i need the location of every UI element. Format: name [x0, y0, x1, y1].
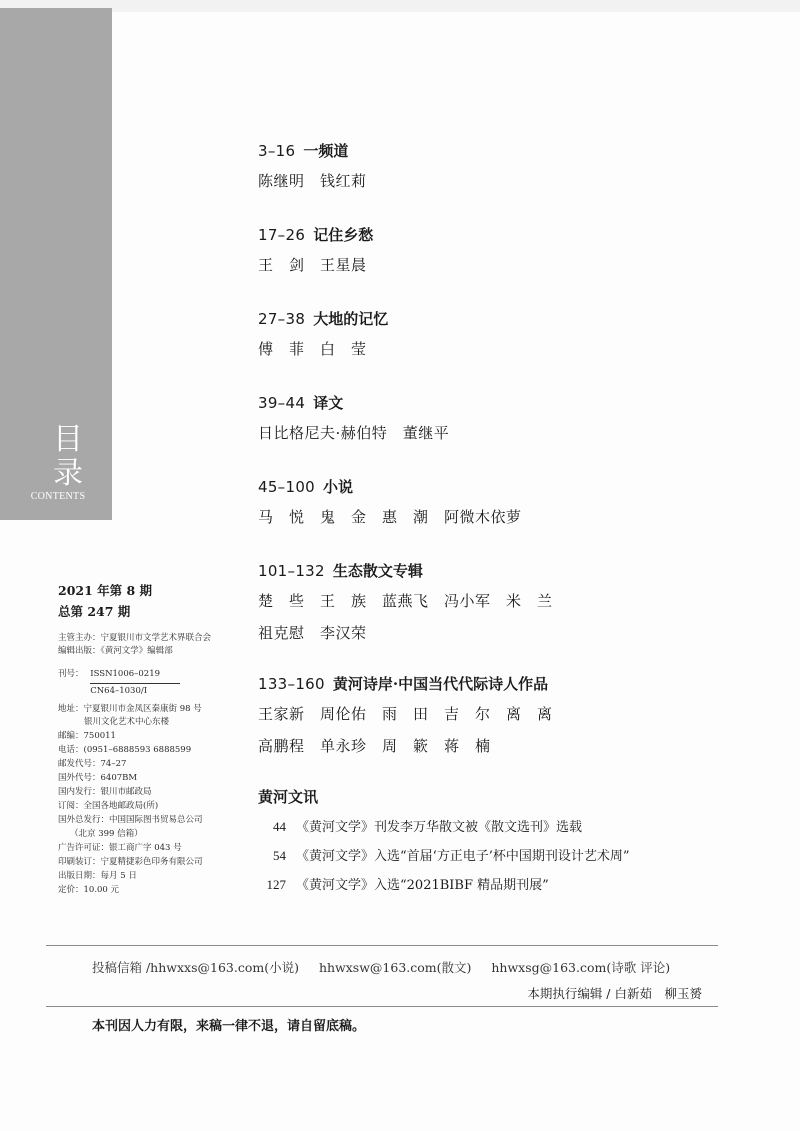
news-page: 44 [273, 819, 286, 834]
issn-divider [90, 683, 180, 684]
toc-section: 生态散文专辑 [332, 562, 423, 580]
toc-pages: 27–38 [258, 310, 306, 328]
toc-pages: 39–44 [258, 394, 306, 412]
toc-entry[interactable] [258, 140, 367, 191]
overseas-text: 国外总发行：中国国际图书贸易总公司 [58, 815, 203, 825]
cn-text: CN64–1030/I [90, 685, 148, 696]
sidebar-title: 目录 [53, 422, 83, 491]
news-text: 《黄河文学》刊发李万华散文被《散文选刊》选载 [296, 820, 583, 835]
subscribe-text: 订阅：全国各地邮政局(所) [58, 801, 159, 811]
footer-divider [46, 945, 718, 946]
toc-pages: 101–132 [258, 562, 325, 580]
pub-date-text: 出版日期：每月 5 日 [58, 871, 137, 881]
address-text: 地址：宁夏银川市金凤区秦康街 98 号 [58, 704, 202, 714]
issn-text: ISSN1006–0219 [90, 669, 161, 679]
toc-entry[interactable] [258, 308, 388, 359]
domestic-text: 国内发行：银川市邮政局 [58, 787, 152, 797]
toc-authors: 王 剑 王星晨 [258, 256, 367, 274]
executive-editors: 本期执行编辑 / 白新茹 柳玉赟 [527, 986, 702, 1001]
toc-authors: 马 悦 鬼 金 惠 潮 阿微木依萝 [258, 508, 522, 526]
contents-sidebar [0, 8, 112, 520]
news-page: 127 [266, 877, 286, 892]
footer-divider-2 [46, 1006, 718, 1007]
news-text: 《黄河文学》入选“首届‘方正电子’杯中国期刊设计艺术周” [296, 849, 630, 864]
toc-authors: 楚 些 王 族 蓝燕飞 冯小军 米 兰 [258, 592, 553, 610]
toc-pages: 3–16 [258, 142, 296, 160]
email-fiction[interactable]: 投稿信箱 /hhwxxs@163.com(小说) [92, 960, 299, 975]
toc-entry[interactable] [258, 476, 522, 527]
news-title: 黄河文讯 [258, 788, 319, 806]
overseas-text-2: （北京 399 信箱） [70, 829, 143, 839]
post-code-dist-text: 邮发代号：74–27 [58, 759, 127, 769]
news-item[interactable] [258, 845, 630, 864]
issue-number: 2021 年第 8 期 [58, 583, 153, 598]
kanhao-label: 刊号： [58, 669, 84, 679]
postcode-text: 邮编：750011 [58, 731, 116, 741]
toc-entry[interactable] [258, 673, 553, 756]
toc-pages: 45–100 [258, 478, 316, 496]
toc-pages: 133–160 [258, 675, 325, 693]
news-text: 《黄河文学》入选“2021BIBF 精品期刊展” [296, 878, 549, 893]
ad-license-text: 广告许可证：银工商广字 043 号 [58, 843, 182, 853]
email-prose[interactable]: hhwxsw@163.com(散文) [318, 960, 472, 975]
sponsor-text: 主管主办：宁夏银川市文学艺术界联合会 [58, 633, 212, 643]
kanhao-block [58, 668, 180, 698]
issue-total: 总第 247 期 [58, 604, 131, 619]
price-text: 定价：10.00 元 [58, 885, 120, 895]
phone-text: 电话：(0951–6888593 6888599 [58, 745, 192, 755]
toc-entry[interactable] [258, 560, 553, 643]
toc-entry[interactable] [258, 392, 449, 443]
toc-authors: 王家新 周伦佑 雨 田 吉 尔 离 离 [258, 705, 553, 723]
top-strip [0, 0, 800, 12]
news-item[interactable] [258, 816, 582, 835]
address-text-2: 银川文化艺术中心东楼 [84, 717, 170, 727]
toc-authors: 陈继明 钱红莉 [258, 172, 367, 190]
sidebar-subtitle: CONTENTS [30, 491, 86, 502]
news-page: 54 [273, 848, 286, 863]
publisher-text: 编辑出版：《黄河文学》编辑部 [58, 646, 173, 656]
toc-authors-line2: 祖克慰 李汉荣 [258, 624, 367, 642]
toc-authors: 傅 菲 白 莹 [258, 340, 367, 358]
toc-authors: 日比格尼夫·赫伯特 董继平 [258, 424, 450, 442]
issue-info [58, 580, 152, 622]
email-poetry[interactable]: hhwxsg@163.com(诗歌 评论) [491, 960, 671, 975]
toc-section: 大地的记忆 [313, 310, 389, 328]
foreign-code-text: 国外代号：6407BM [58, 773, 138, 783]
printer-text: 印刷装订：宁夏精捷彩色印务有限公司 [58, 857, 203, 867]
submission-notice: 本刊因人力有限，来稿一律不退，请自留底稿。 [92, 1019, 366, 1034]
toc-section: 小说 [323, 478, 354, 496]
toc-section: 黄河诗岸·中国当代代际诗人作品 [332, 675, 549, 693]
toc-entry[interactable] [258, 224, 373, 275]
toc-section: 记住乡愁 [313, 226, 374, 244]
submission-emails [92, 958, 686, 976]
toc-authors-line2: 高鹏程 单永珍 周 簌 蒋 楠 [258, 737, 491, 755]
toc-section: 译文 [313, 394, 344, 412]
toc-pages: 17–26 [258, 226, 306, 244]
toc-section: 一频道 [303, 142, 349, 160]
news-item[interactable] [258, 874, 549, 893]
